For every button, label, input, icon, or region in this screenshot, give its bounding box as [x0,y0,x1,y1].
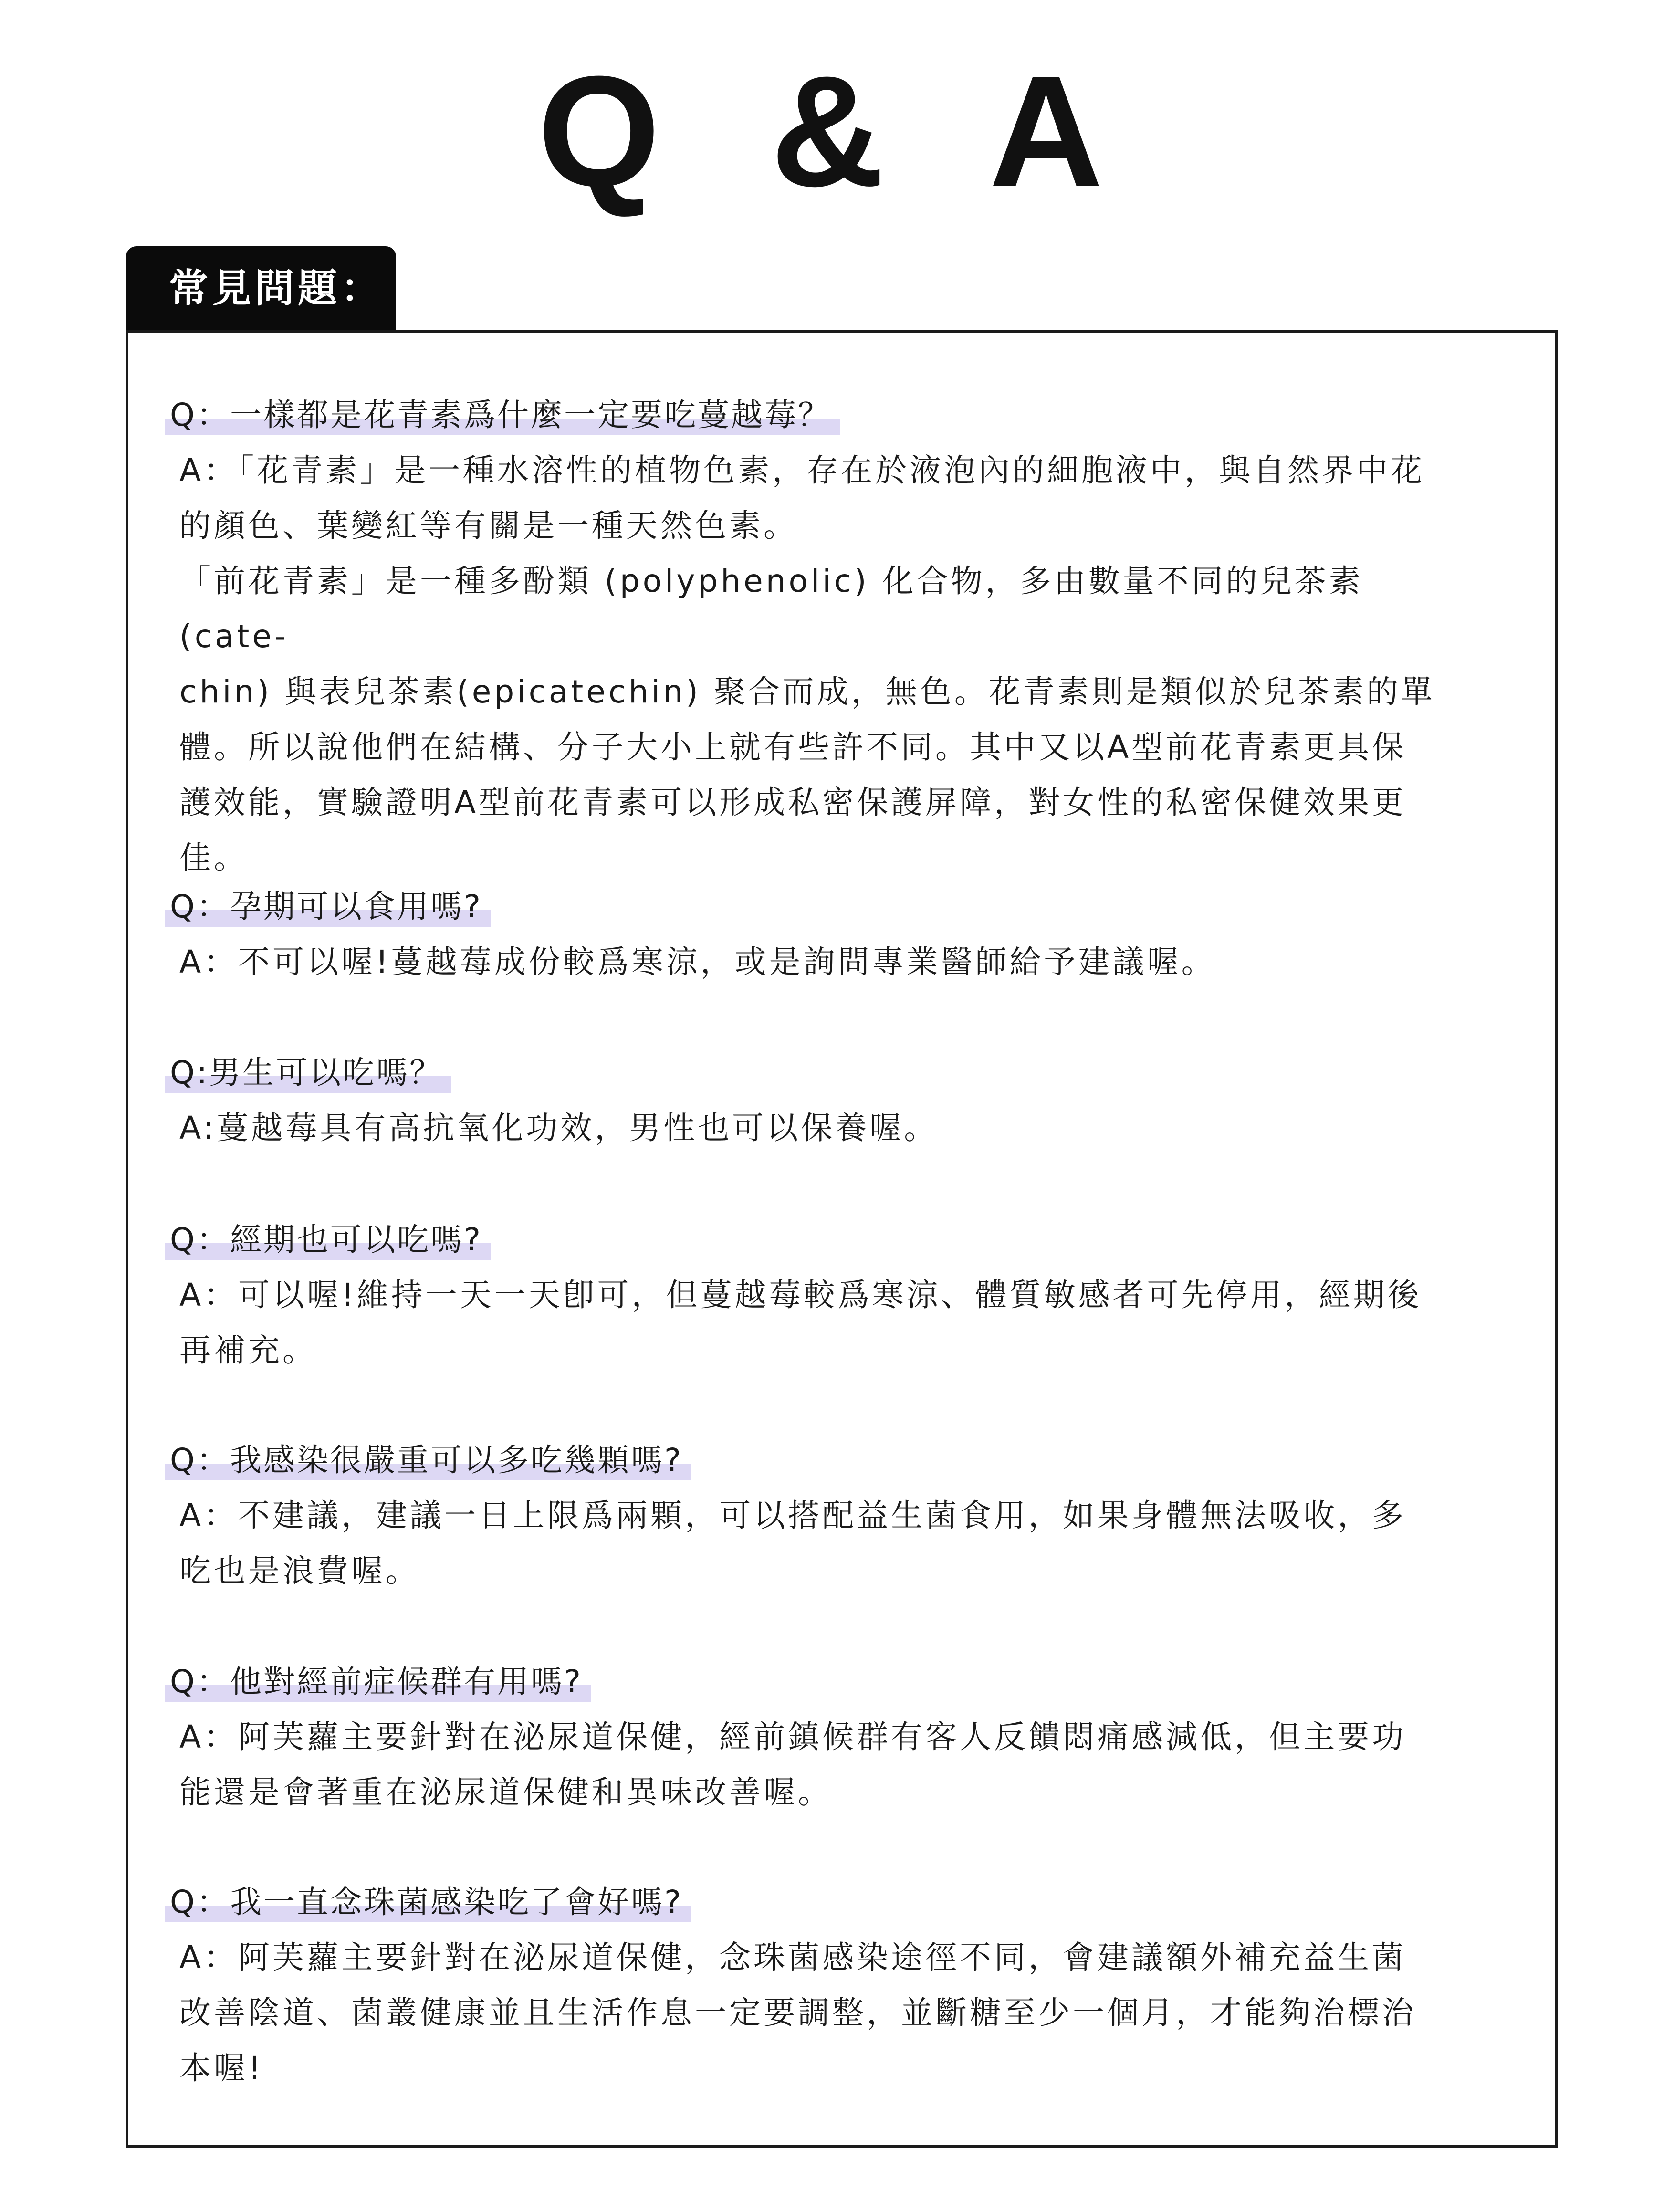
answer: A：不建議，建議一日上限爲兩顆，可以搭配益生菌食用，如果身體無法吸收，多 吃也是浪費喔。 [179,1497,1407,1589]
qa-item [170,1433,1477,1599]
qa-item [170,1875,1477,2096]
qa-item [170,388,1477,886]
question: Q:男生可以吃嗎？ [165,1045,451,1101]
question: Q：孕期可以食用嗎? [165,879,491,934]
qa-item [170,1045,1477,1156]
answer: A：「花青素」是一種水溶性的植物色素，存在於液泡內的細胞液中，與自然界中花 的顏色、葉變紅等有關是一種天然色素。 「前花青素」是一種多酚類 (polyphenolic) 化合物，多由數量不同的兒茶素 (cate- chin) 與表兒茶素(epicatechin) 聚合而成，無色。花青素則是類似於兒茶素的單 體。所以說他們在結構、分子大小上就有些許不同。其中又以A型前花青素更具保 護效能，實驗證明A型前花青素可以形成私密保護屏障，對女性的私密保健效果更 佳。 [179,452,1435,876]
question: Q：他對經前症候群有用嗎? [165,1654,591,1709]
section-label-tab: 常見問題： [126,246,396,331]
qa-item [170,1654,1477,1820]
qa-item [170,879,1477,990]
page-title: Q & A [537,43,1137,219]
answer: A：阿芙蘿主要針對在泌尿道保健，經前鎮候群有客人反饋悶痛感減低，但主要功 能還是會著重在泌尿道保健和異味改善喔。 [179,1719,1407,1811]
question: Q：我感染很嚴重可以多吃幾顆嗎? [165,1433,691,1488]
answer: A：可以喔!維持一天一天卽可，但蔓越莓較爲寒涼、體質敏感者可先停用，經期後 再補充。 [179,1277,1422,1369]
answer: A：不可以喔!蔓越莓成份較爲寒涼，或是詢問專業醫師給予建議喔。 [179,944,1216,980]
answer: A：阿芙蘿主要針對在泌尿道保健，念珠菌感染途徑不同，會建議額外補充益生菌 改善陰道、菌叢健康並且生活作息一定要調整，並斷糖至少一個月，才能夠治標治 本喔! [179,1939,1416,2086]
answer: A:蔓越莓具有高抗氧化功效，男性也可以保養喔。 [179,1110,939,1146]
qa-item [170,1212,1477,1378]
question: Q：我一直念珠菌感染吃了會好嗎? [165,1875,691,1930]
question: Q：一樣都是花青素爲什麼一定要吃蔓越莓？ [165,388,840,443]
question: Q：經期也可以吃嗎? [165,1212,491,1268]
